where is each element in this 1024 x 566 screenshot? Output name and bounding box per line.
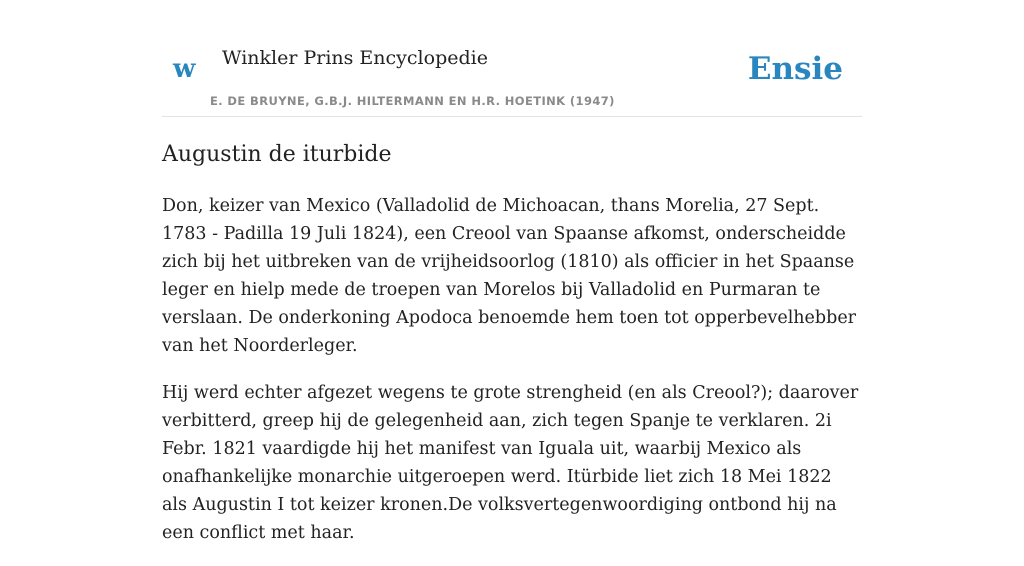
article-body — [162, 192, 862, 566]
ensie-logo-link[interactable]: Ensie — [747, 51, 843, 87]
site-header — [162, 0, 862, 117]
article-paragraph: Hij werd echter afgezet wegens te grote strengheid (en als Creool?); daarover verbitterd, greep hij de gelegenheid aan, zich tegen Spanje te verklaren. 2i Febr. 1821 vaardigde hij het manifest van Iguala uit, waarbij Mexico als onafhankelijke monarchie uitgeroepen werd. Itürbide liet zich 18 Mei 1822 als Augustin I tot keizer kronen.De volksvertegenwoordiging ontbond hij na een conflict met haar. — [162, 383, 859, 543]
winkler-prins-logo[interactable]: w — [173, 54, 196, 84]
authors-credit: E. DE BRUYNE, G.B.J. HILTERMANN EN H.R. HOETINK (1947) — [210, 94, 615, 108]
encyclopedia-title[interactable]: Winkler Prins Encyclopedie — [222, 47, 488, 69]
article-title: Augustin de iturbide — [162, 142, 392, 167]
article-paragraph: Don, keizer van Mexico (Valladolid de Michoacan, thans Morelia, 27 Sept. 1783 - Padilla 19 Juli 1824), een Creool van Spaanse afkomst, onderscheidde zich bij het uitbreken van de vrijheidsoorlog (1810) als officier in het Spaanse leger en hielp mede de troepen van Morelos bij Valladolid en Purmaran te verslaan. De onderkoning Apodoca benoemde hem toen tot opperbevelhebber van het Noorderleger. — [162, 196, 857, 356]
